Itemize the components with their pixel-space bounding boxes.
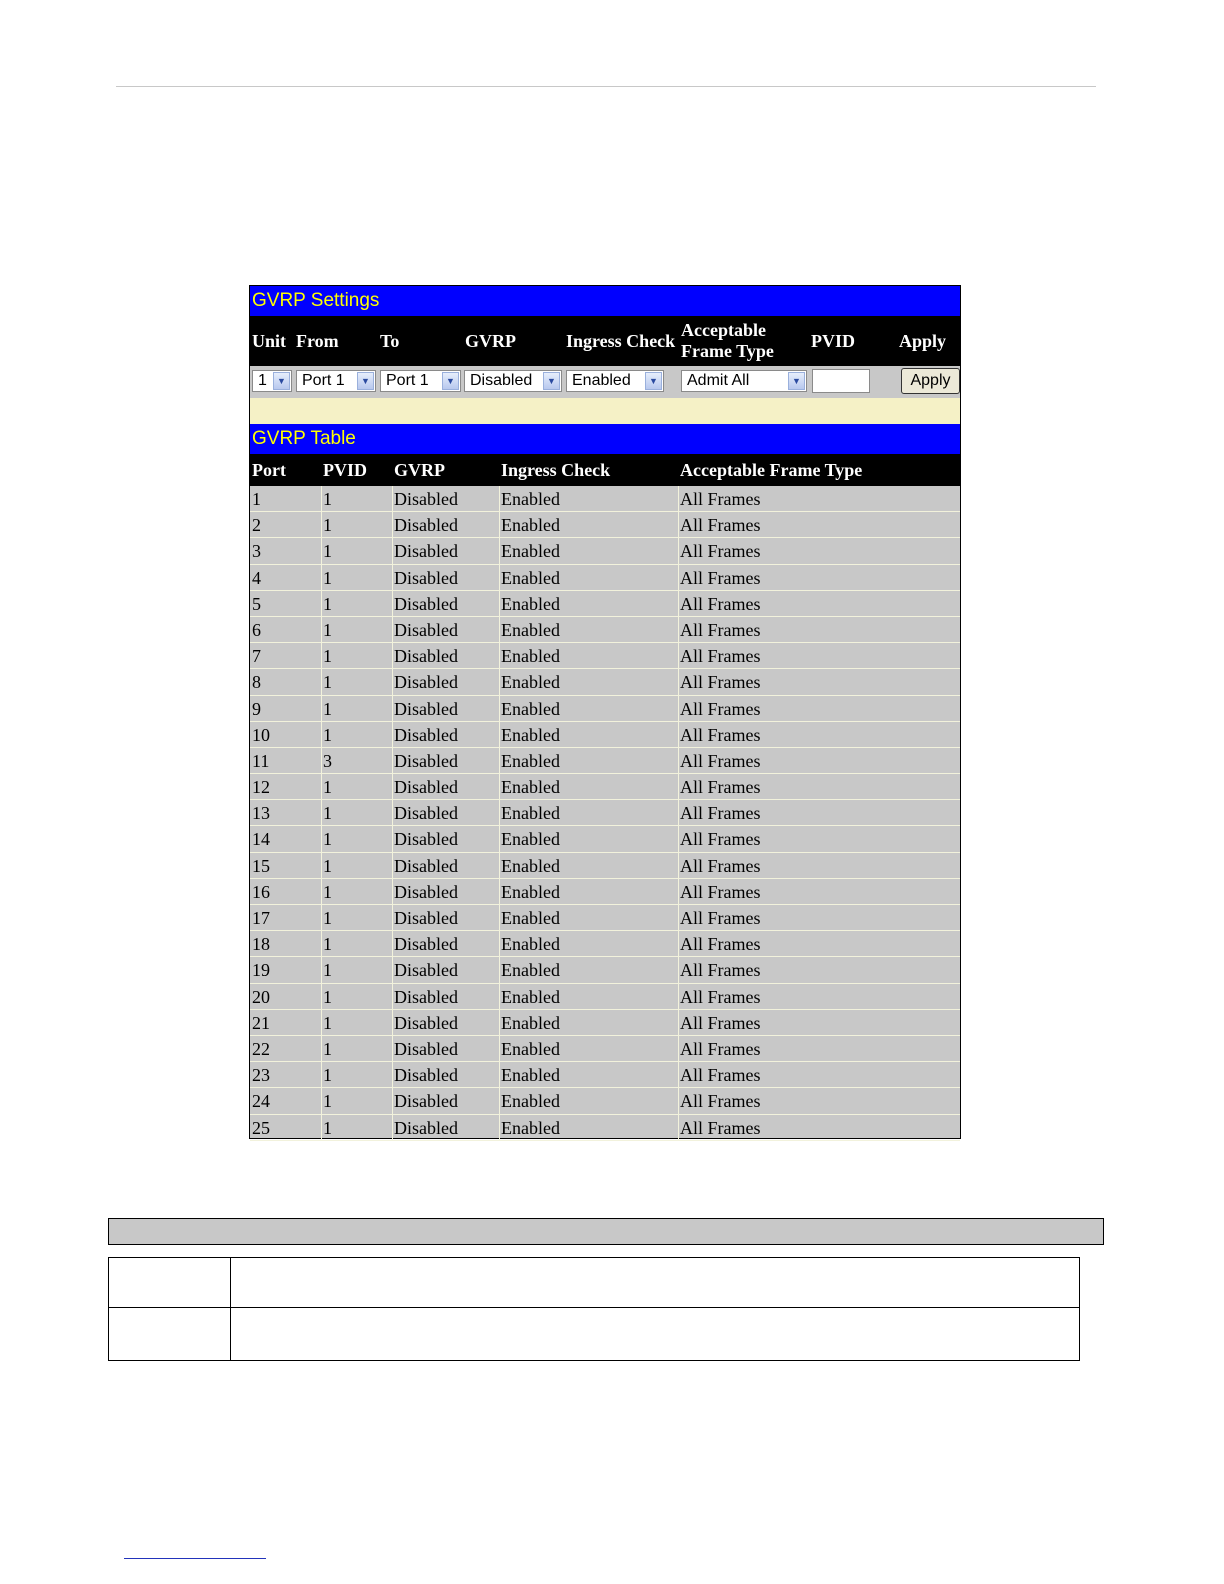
table-row [250,1062,960,1088]
gvrp-select-value: Disabled [470,372,533,389]
header-to: To [380,330,400,351]
cell-pvid: 1 [323,672,332,693]
table-row [250,486,960,512]
cell-acceptable-frame-type: All Frames [680,724,761,745]
cell-pvid: 1 [323,777,332,798]
column-divider [499,669,500,694]
cell-ingress-check: Enabled [501,515,560,536]
column-divider [392,696,393,721]
column-divider [678,931,679,956]
cell-port: 9 [252,698,261,719]
cell-pvid: 1 [323,1091,332,1112]
cell-port: 5 [252,593,261,614]
column-divider [321,774,322,799]
column-divider [499,931,500,956]
cell-port: 7 [252,646,261,667]
chevron-down-icon: ▼ [357,372,374,390]
column-divider [499,748,500,773]
cell-acceptable-frame-type: All Frames [680,567,761,588]
table-row [250,879,960,905]
pvid-input[interactable] [812,369,870,393]
header-unit: Unit [252,330,287,351]
to-port-select[interactable] [380,370,461,392]
cell-acceptable-frame-type: All Frames [680,619,761,640]
table-row [250,1036,960,1062]
table-row [250,1088,960,1114]
cell-acceptable-frame-type: All Frames [680,750,761,771]
column-divider [321,538,322,563]
cell-gvrp: Disabled [394,803,458,824]
cell-acceptable-frame-type: All Frames [680,1091,761,1112]
table-row [250,774,960,800]
cell-pvid: 1 [323,489,332,509]
cell-pvid: 1 [323,619,332,640]
column-divider [499,565,500,590]
column-divider [392,486,393,511]
cell-acceptable-frame-type: All Frames [680,646,761,667]
cell-ingress-check: Enabled [501,1038,560,1059]
column-divider [321,1036,322,1061]
column-divider [321,931,322,956]
cell-port: 8 [252,672,261,693]
column-divider [499,1062,500,1087]
column-divider [499,591,500,616]
gvrp-select[interactable] [464,370,562,392]
column-divider [392,591,393,616]
cell-port: 6 [252,619,261,640]
cell-gvrp: Disabled [394,672,458,693]
cell-acceptable-frame-type: All Frames [680,855,761,876]
cell-port: 4 [252,567,261,588]
column-divider [321,643,322,668]
cell-acceptable-frame-type: All Frames [680,1065,761,1086]
column-divider [321,905,322,930]
cell-pvid: 1 [323,1038,332,1059]
apply-button[interactable]: Apply [901,368,960,394]
settings-control-row [250,366,960,398]
column-divider [499,1115,500,1140]
chevron-down-icon: ▼ [788,372,805,390]
cell-gvrp: Disabled [394,1091,458,1112]
column-divider [499,722,500,747]
table-header-row [250,454,960,486]
cell-ingress-check: Enabled [501,934,560,955]
gvrp-table-title: GVRP Table [250,424,960,454]
column-divider [499,826,500,851]
column-divider [392,512,393,537]
table-row [250,643,960,669]
column-divider [499,984,500,1009]
cell-ingress-check: Enabled [501,593,560,614]
cell-gvrp: Disabled [394,750,458,771]
column-divider [678,1036,679,1061]
cell-gvrp: Disabled [394,593,458,614]
cell-acceptable-frame-type: All Frames [680,881,761,902]
cell-pvid: 1 [323,986,332,1007]
cell-gvrp: Disabled [394,567,458,588]
unit-select[interactable] [252,370,292,392]
column-divider [499,905,500,930]
cell-acceptable-frame-type: All Frames [680,1117,761,1138]
column-divider [392,669,393,694]
cell-acceptable-frame-type: All Frames [680,593,761,614]
cell-acceptable-frame-type: All Frames [680,672,761,693]
column-divider [321,696,322,721]
gvrp-table-body [250,486,960,1141]
column-divider [499,957,500,982]
cell-acceptable-frame-type: All Frames [680,829,761,850]
cell-pvid: 1 [323,567,332,588]
column-divider [321,617,322,642]
cell-acceptable-frame-type: All Frames [680,1038,761,1059]
cell-acceptable-frame-type: All Frames [680,698,761,719]
column-divider [392,1088,393,1113]
column-divider [499,696,500,721]
cell-gvrp: Disabled [394,960,458,981]
column-divider [499,538,500,563]
column-divider [392,1115,393,1140]
cell-port: 16 [252,881,270,902]
column-divider [499,512,500,537]
description-table-header [108,1218,1104,1245]
cell-port: 25 [252,1117,270,1138]
column-divider [678,800,679,825]
cell-port: 3 [252,541,261,562]
table-row [250,669,960,695]
cell-gvrp: Disabled [394,1038,458,1059]
column-divider [392,774,393,799]
table-row [250,1115,960,1141]
settings-separator-strip [250,398,960,424]
cell-pvid: 1 [323,934,332,955]
column-divider [499,1010,500,1035]
cell-gvrp: Disabled [394,986,458,1007]
cell-ingress-check: Enabled [501,908,560,928]
cell-ingress-check: Enabled [501,1091,560,1112]
cell-port: 2 [252,515,261,536]
from-port-select-value: Port 1 [302,372,345,389]
cell-port: 20 [252,986,270,1007]
header-apply: Apply [899,330,947,351]
cell-acceptable-frame-type: All Frames [680,986,761,1007]
column-divider [678,538,679,563]
cell-ingress-check: Enabled [501,960,560,981]
column-divider [321,722,322,747]
column-divider [321,591,322,616]
cell-port: 19 [252,960,270,981]
cell-ingress-check: Enabled [501,986,560,1007]
column-divider [678,1010,679,1035]
table-header-ingress-check: Ingress Check [501,459,611,480]
column-divider [392,1010,393,1035]
column-divider [678,1088,679,1113]
table-row [250,905,960,931]
column-divider [499,853,500,878]
cell-port: 21 [252,1012,270,1033]
cell-port: 13 [252,803,270,824]
settings-header-row [250,316,960,366]
gvrp-settings-title: GVRP Settings [250,286,960,316]
cell-gvrp: Disabled [394,698,458,719]
cell-port: 1 [252,489,261,509]
column-divider [678,512,679,537]
cell-pvid: 3 [323,750,332,771]
cell-gvrp: Disabled [394,934,458,955]
column-divider [321,512,322,537]
column-divider [392,931,393,956]
column-divider [392,800,393,825]
table-row [250,826,960,852]
table-row [250,984,960,1010]
cell-ingress-check: Enabled [501,803,560,824]
cell-pvid: 1 [323,1012,332,1033]
cell-ingress-check: Enabled [501,855,560,876]
column-divider [678,696,679,721]
column-divider [392,643,393,668]
column-divider [321,984,322,1009]
cell-port: 12 [252,777,270,798]
column-divider [321,1088,322,1113]
cell-pvid: 1 [323,724,332,745]
description-table [108,1257,1080,1361]
column-divider [499,1088,500,1113]
column-divider [499,800,500,825]
from-port-select[interactable] [296,370,376,392]
table-row [250,931,960,957]
header-gvrp: GVRP [465,330,516,351]
table-header-pvid: PVID [323,459,367,480]
cell-acceptable-frame-type: All Frames [680,1012,761,1033]
cell-acceptable-frame-type: All Frames [680,777,761,798]
cell-ingress-check: Enabled [501,619,560,640]
table-row [250,617,960,643]
column-divider [678,853,679,878]
chevron-down-icon: ▼ [273,372,290,390]
cell-port: 22 [252,1038,270,1059]
cell-pvid: 1 [323,908,332,928]
column-divider [678,669,679,694]
cell-pvid: 1 [323,855,332,876]
to-port-select-value: Port 1 [386,372,429,389]
column-divider [392,565,393,590]
cell-ingress-check: Enabled [501,1065,560,1086]
header-acceptable-frame-type: Acceptable Frame Type [681,320,774,361]
gvrp-panel [249,285,961,1139]
column-divider [678,565,679,590]
column-divider [392,538,393,563]
header-pvid: PVID [811,330,855,351]
column-divider [321,879,322,904]
table-row [250,800,960,826]
column-divider [321,565,322,590]
column-divider [678,486,679,511]
cell-acceptable-frame-type: All Frames [680,960,761,981]
cell-gvrp: Disabled [394,855,458,876]
cell-gvrp: Disabled [394,1117,458,1138]
cell-gvrp: Disabled [394,777,458,798]
cell-ingress-check: Enabled [501,777,560,798]
cell-pvid: 1 [323,1117,332,1138]
cell-gvrp: Disabled [394,646,458,667]
column-divider [678,984,679,1009]
column-divider [321,826,322,851]
cell-gvrp: Disabled [394,724,458,745]
column-divider [678,748,679,773]
column-divider [392,1062,393,1087]
description-column-divider [230,1258,231,1360]
column-divider [392,879,393,904]
table-header-acceptable-frame-type: Acceptable Frame Type [680,459,863,480]
unit-select-value: 1 [258,372,267,389]
table-row [250,853,960,879]
column-divider [392,957,393,982]
table-header-port: Port [252,459,286,480]
table-row [250,696,960,722]
column-divider [678,774,679,799]
description-row-divider [109,1307,1079,1308]
cell-gvrp: Disabled [394,908,458,928]
cell-gvrp: Disabled [394,619,458,640]
page-top-rule [116,86,1096,87]
cell-port: 10 [252,724,270,745]
cell-port: 23 [252,1065,270,1086]
column-divider [499,879,500,904]
cell-pvid: 1 [323,881,332,902]
cell-pvid: 1 [323,515,332,536]
cell-ingress-check: Enabled [501,567,560,588]
column-divider [392,984,393,1009]
cell-ingress-check: Enabled [501,1117,560,1138]
cell-acceptable-frame-type: All Frames [680,803,761,824]
footer-rule [124,1558,266,1559]
column-divider [678,1115,679,1140]
cell-pvid: 1 [323,698,332,719]
cell-ingress-check: Enabled [501,541,560,562]
column-divider [321,1115,322,1140]
chevron-down-icon: ▼ [543,372,560,390]
cell-ingress-check: Enabled [501,1012,560,1033]
cell-acceptable-frame-type: All Frames [680,908,761,928]
column-divider [392,617,393,642]
table-row [250,748,960,774]
column-divider [321,853,322,878]
cell-port: 18 [252,934,270,955]
column-divider [499,1036,500,1061]
cell-port: 15 [252,855,270,876]
table-row [250,565,960,591]
cell-acceptable-frame-type: All Frames [680,515,761,536]
cell-gvrp: Disabled [394,881,458,902]
cell-gvrp: Disabled [394,515,458,536]
cell-acceptable-frame-type: All Frames [680,541,761,562]
cell-acceptable-frame-type: All Frames [680,489,761,509]
column-divider [499,774,500,799]
column-divider [678,879,679,904]
cell-pvid: 1 [323,803,332,824]
cell-ingress-check: Enabled [501,881,560,902]
column-divider [678,617,679,642]
cell-pvid: 1 [323,593,332,614]
column-divider [321,1062,322,1087]
table-row [250,538,960,564]
cell-port: 17 [252,908,270,928]
header-ingress-check: Ingress Check [566,330,676,351]
header-from: From [296,330,339,351]
cell-port: 14 [252,829,270,850]
column-divider [499,617,500,642]
cell-ingress-check: Enabled [501,672,560,693]
column-divider [678,643,679,668]
column-divider [499,643,500,668]
cell-ingress-check: Enabled [501,750,560,771]
cell-ingress-check: Enabled [501,489,560,509]
cell-ingress-check: Enabled [501,646,560,667]
cell-ingress-check: Enabled [501,724,560,745]
column-divider [678,826,679,851]
column-divider [321,1010,322,1035]
column-divider [678,905,679,930]
column-divider [321,748,322,773]
column-divider [678,722,679,747]
cell-port: 24 [252,1091,270,1112]
table-row [250,957,960,983]
column-divider [392,905,393,930]
column-divider [321,669,322,694]
table-row [250,512,960,538]
cell-gvrp: Disabled [394,1065,458,1086]
cell-acceptable-frame-type: All Frames [680,934,761,955]
table-header-gvrp: GVRP [394,459,445,480]
column-divider [678,1062,679,1087]
column-divider [499,486,500,511]
chevron-down-icon: ▼ [645,372,662,390]
cell-pvid: 1 [323,646,332,667]
ingress-check-select-value: Enabled [572,372,631,389]
cell-pvid: 1 [323,1065,332,1086]
cell-gvrp: Disabled [394,1012,458,1033]
cell-port: 11 [252,750,270,771]
column-divider [392,826,393,851]
cell-ingress-check: Enabled [501,829,560,850]
cell-pvid: 1 [323,541,332,562]
frame-type-select[interactable] [681,370,807,392]
frame-type-select-value: Admit All [687,372,750,389]
column-divider [392,722,393,747]
table-row [250,591,960,617]
column-divider [321,957,322,982]
column-divider [678,591,679,616]
cell-pvid: 1 [323,960,332,981]
column-divider [392,1036,393,1061]
table-row [250,722,960,748]
column-divider [392,748,393,773]
column-divider [678,957,679,982]
cell-gvrp: Disabled [394,489,458,509]
cell-pvid: 1 [323,829,332,850]
table-row [250,1010,960,1036]
column-divider [392,853,393,878]
ingress-check-select[interactable] [566,370,664,392]
column-divider [321,486,322,511]
column-divider [321,800,322,825]
cell-gvrp: Disabled [394,829,458,850]
cell-ingress-check: Enabled [501,698,560,719]
cell-gvrp: Disabled [394,541,458,562]
chevron-down-icon: ▼ [442,372,459,390]
